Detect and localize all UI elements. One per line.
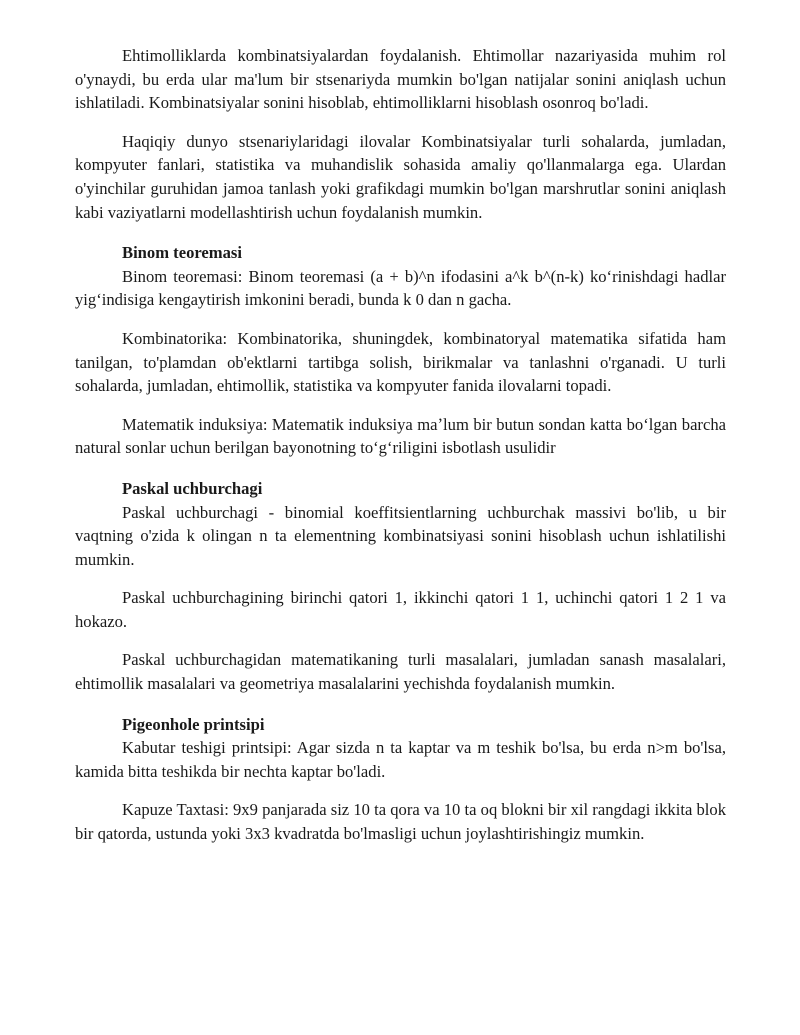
paragraph-pascal-triangle-definition: Paskal uchburchagi - binomial koeffitsientlarning uchburchak massivi bo'lib, u bir vaqtning o'zida k olingan n ta elementning kombinatsiyasi sonini hisoblash uchun ishlatilishi mumkin. <box>75 502 726 569</box>
paragraph-combinations-probability: Ehtimolliklarda kombinatsiyalardan foydalanish. Ehtimollar nazariyasida muhim rol o'ynaydi, bu erda ular ma'lum bir stsenariyda mumkin bo'lgan natijalar sonini aniqlash uchun ishlatiladi. Kombinatsiyalar sonini hisoblab, ehtimolliklarni hisoblash osonroq bo'ladi. <box>75 46 726 113</box>
heading-pascal-triangle: Paskal uchburchagi <box>122 478 263 498</box>
heading-binomial-theorem: Binom teoremasi <box>122 243 242 263</box>
paragraph-combinatorics: Kombinatorika: Kombinatorika, shuningdek, kombinatoryal matematika sifatida ham tanilgan, to'plamdan ob'ektlarni tartibga solish, birikmalar va tanlashni o'rganadi. U turli sohalarda, jumladan, ehtimollik, statistika va kompyuter fanida ilovalarni topadi. <box>75 328 726 396</box>
paragraph-kapuze-board: Kapuze Taxtasi: 9x9 panjarada siz 10 ta qora va 10 ta oq blokni bir xil rangdagi ikkita blok bir qatorda, ustunda yoki 3x3 kvadratda bo'lmasligi uchun joylashtirishingiz mumkin. <box>75 800 726 844</box>
paragraph-real-world-applications: Haqiqiy dunyo stsenariylaridagi ilovalar Kombinatsiyalar turli sohalarda, jumladan, kompyuter fanlari, statistika va muhandislik sohasida amaliy qo'llanmalarga ega. Ulardan o'yinchilar guruhidan jamoa tanlash yoki grafikdagi mumkin bo'lgan marshrutlar sonini aniqlash kabi vaziyatlarni modellashtirish uchun foydalanish mumkin. <box>75 131 726 222</box>
paragraph-pascal-triangle-uses: Paskal uchburchagidan matematikaning turli masalalari, jumladan sanash masalalari, ehtimollik masalalari va geometriya masalalarini yechishda foydalanish mumkin. <box>75 650 726 694</box>
document-page <box>75 44 726 846</box>
paragraph-binomial-theorem: Binom teoremasi: Binom teoremasi (a + b)^n ifodasini a^k b^(n-k) koʻrinishdagi hadlar yigʻindisiga kengaytirish imkonini beradi, bunda k 0 dan n gacha. <box>75 266 726 310</box>
paragraph-mathematical-induction: Matematik induksiya: Matematik induksiya maʼlum bir butun sondan katta boʻlgan barcha natural sonlar uchun berilgan bayonotning toʻgʻriligini isbotlash usulidir <box>75 414 726 458</box>
heading-pigeonhole-principle: Pigeonhole printsipi <box>122 714 265 734</box>
paragraph-pigeonhole-principle: Kabutar teshigi printsipi: Agar sizda n ta kaptar va m teshik bo'lsa, bu erda n>m bo'lsa, kamida bitta teshikda bir nechta kaptar bo'ladi. <box>75 738 726 781</box>
paragraph-pascal-triangle-rows: Paskal uchburchagining birinchi qatori 1, ikkinchi qatori 1 1, uchinchi qatori 1 2 1 va hokazo. <box>75 588 726 631</box>
